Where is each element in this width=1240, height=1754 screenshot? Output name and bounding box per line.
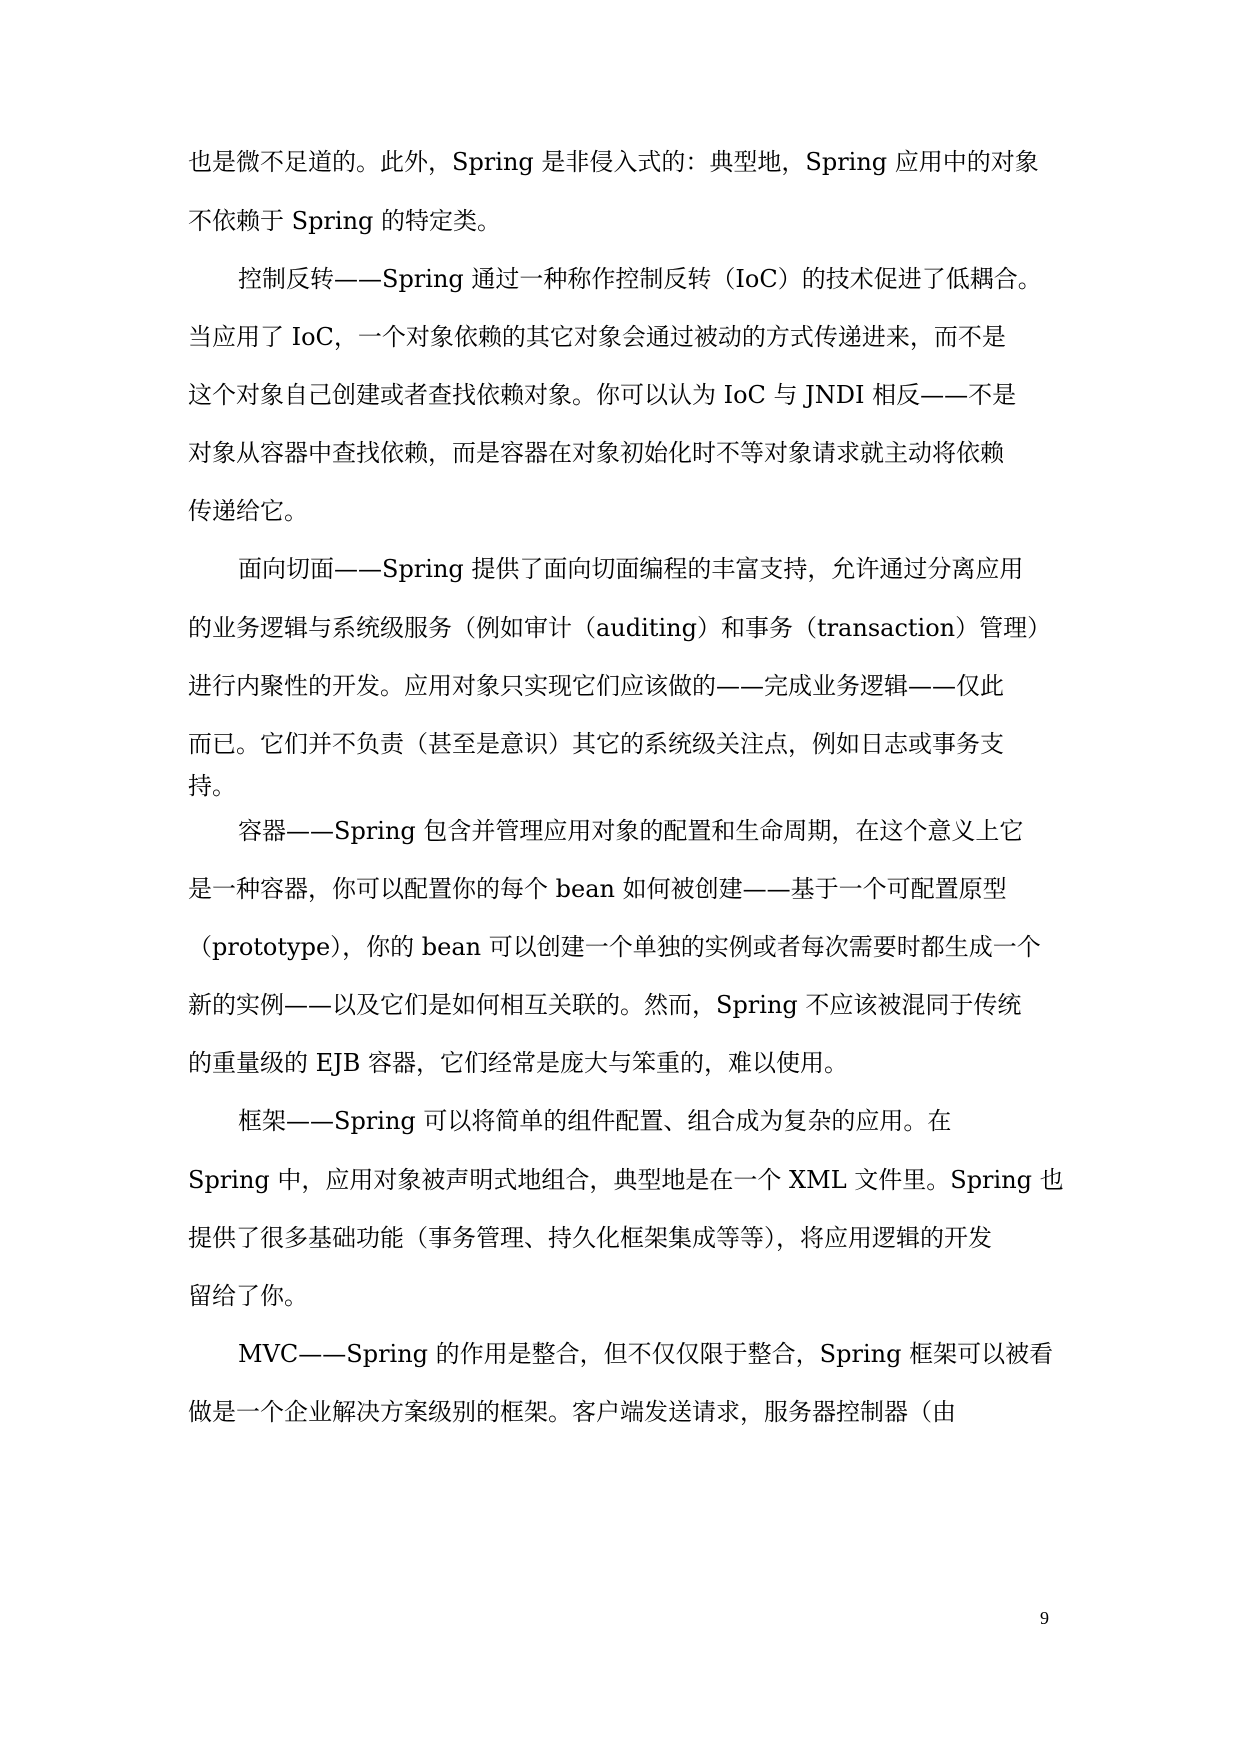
text-line-paragraph-start: 框架——Spring 可以将简单的组件配置、组合成为复杂的应用。在: [238, 1107, 952, 1135]
text-line-paragraph-start: MVC——Spring 的作用是整合，但不仅仅限于整合，Spring 框架可以被看: [238, 1340, 1054, 1368]
text-line: 是一种容器，你可以配置你的每个 bean 如何被创建——基于一个可配置原型: [188, 875, 1007, 903]
text-line: 这个对象自己创建或者查找依赖对象。你可以认为 IoC 与 JNDI 相反——不是: [188, 381, 1017, 409]
text-line: 的重量级的 EJB 容器，它们经常是庞大与笨重的，难以使用。: [188, 1049, 849, 1077]
text-line: （prototype），你的 bean 可以创建一个单独的实例或者每次需要时都生成一个: [188, 933, 1041, 961]
text-line: 也是微不足道的。此外，Spring 是非侵入式的：典型地，Spring 应用中的对象: [188, 148, 1039, 176]
text-line-paragraph-start: 控制反转——Spring 通过一种称作控制反转（IoC）的技术促进了低耦合。: [238, 265, 1042, 293]
text-line: 传递给它。: [188, 497, 308, 525]
text-line: 进行内聚性的开发。应用对象只实现它们应该做的——完成业务逻辑——仅此: [188, 672, 1004, 700]
text-line: Spring 中，应用对象被声明式地组合，典型地是在一个 XML 文件里。Spring 也: [188, 1166, 1064, 1194]
text-line-paragraph-start: 容器——Spring 包含并管理应用对象的配置和生命周期，在这个意义上它: [238, 817, 1024, 845]
text-line: 对象从容器中查找依赖，而是容器在对象初始化时不等对象请求就主动将依赖: [188, 439, 1004, 467]
text-line: 留给了你。: [188, 1282, 308, 1310]
text-line: 不依赖于 Spring 的特定类。: [188, 207, 502, 235]
text-line: 持。: [188, 772, 236, 800]
text-line: 做是一个企业解决方案级别的框架。客户端发送请求，服务器控制器（由: [188, 1398, 956, 1426]
text-line: 新的实例——以及它们是如何相互关联的。然而，Spring 不应该被混同于传统: [188, 991, 1022, 1019]
text-line: 的业务逻辑与系统级服务（例如审计（auditing）和事务（transaction）管理）: [188, 614, 1052, 642]
text-line: 提供了很多基础功能（事务管理、持久化框架集成等等），将应用逻辑的开发: [188, 1224, 992, 1252]
page-number: 9: [1040, 1608, 1049, 1628]
text-line: 当应用了 IoC，一个对象依赖的其它对象会通过被动的方式传递进来，而不是: [188, 323, 1006, 351]
text-line-paragraph-start: 面向切面——Spring 提供了面向切面编程的丰富支持，允许通过分离应用: [238, 555, 1024, 583]
text-line: 而已。它们并不负责（甚至是意识）其它的系统级关注点，例如日志或事务支: [188, 730, 1004, 758]
